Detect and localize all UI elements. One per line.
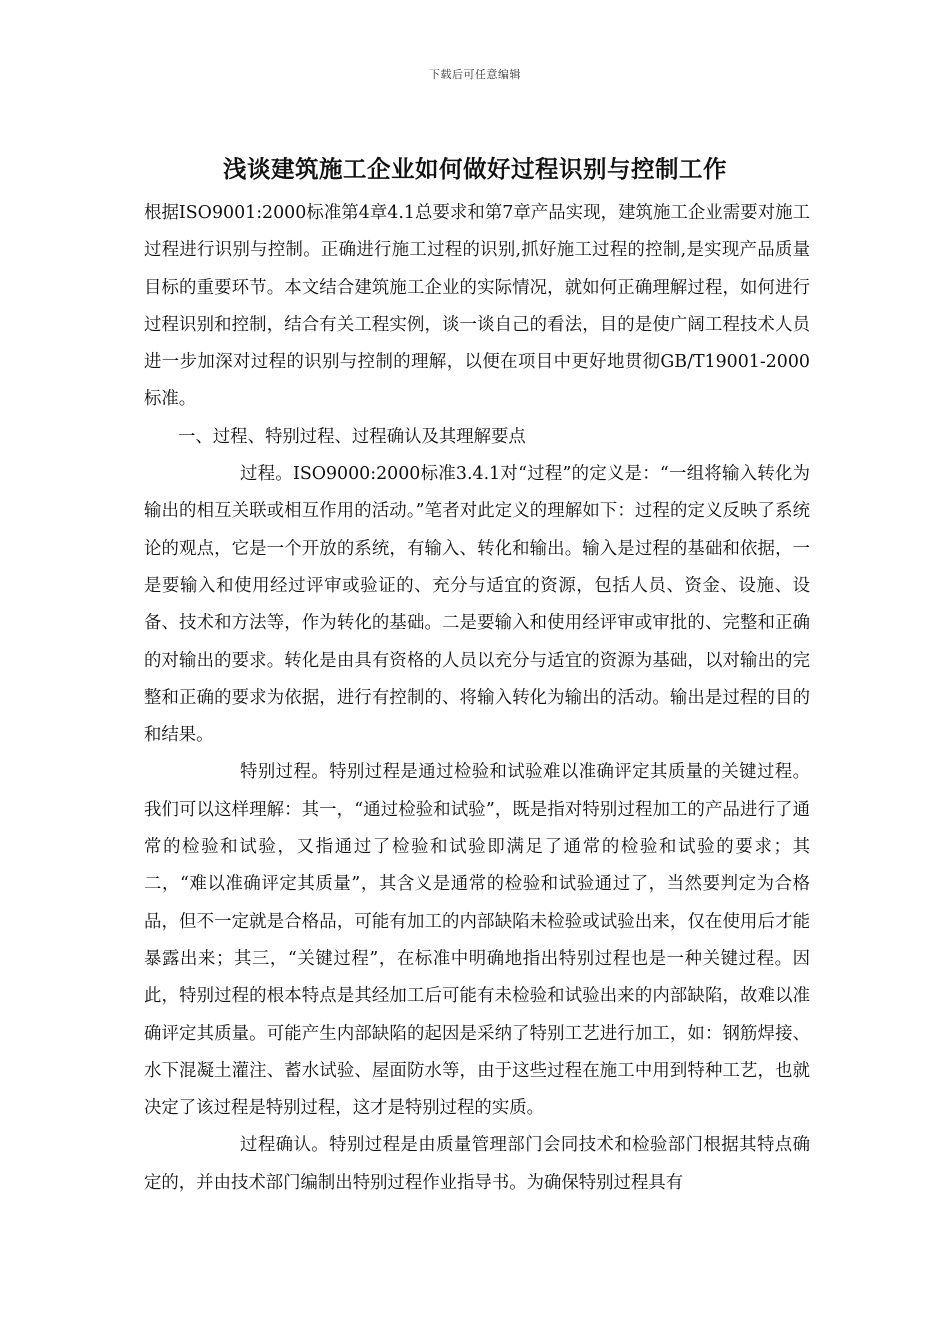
paragraph-process-validation: 过程确认。特别过程是由质量管理部门会同技术和检验部门根据其特点确定的，并由技术部门编制出特别过程作业指导书。为确保特别过程具有: [144, 1135, 810, 1193]
document-title: 浅谈建筑施工企业如何做好过程识别与控制工作: [223, 155, 727, 183]
document-body: [144, 195, 810, 1202]
paragraph-special-process: 特别过程。特别过程是通过检验和试验难以准确评定其质量的关键过程。我们可以这样理解：其一，“通过检验和试验”，既是指对特别过程加工的产品进行了通常的检验和试验，又指通过了检验和试验即满足了通常的检验和试验的要求；其二，“难以准确评定其质量”，其含义是通常的检验和试验通过了，当然要判定为合格品，但不一定就是合格品，可能有加工的内部缺陷未检验或试验出来，仅在使用后才能暴露出来；其三，“关键过程”，在标准中明确地指出特别过程也是一种关键过程。因此，特别过程的根本特点是其经加工后可能有未检验和试验出来的内部缺陷，故难以准确评定其质量。可能产生内部缺陷的起因是采纳了特别工艺进行加工，如：钢筋焊接、水下混凝土灌注、蓄水试验、屋面防水等，由于这些过程在施工中用到特种工艺，也就决定了该过程是特别过程，这才是特别过程的实质。: [144, 762, 810, 1119]
paragraph-process: 过程。ISO9000:2000标准3.4.1对“过程”的定义是：“一组将输入转化为输出的相互关联或相互作用的活动。”笔者对此定义的理解如下：过程的定义反映了系统论的观点，它是一个开放的系统，有输入、转化和输出。输入是过程的基础和依据，一是要输入和使用经过评审或验证的、充分与适宜的资源，包括人员、资金、设施、设备、技术和方法等，作为转化的基础。二是要输入和使用经评审或审批的、完整和正确的对输出的要求。转化是由具有资格的人员以充分与适宜的资源为基础，以对输出的完整和正确的要求为依据，进行有控制的、将输入转化为输出的活动。输出是过程的目的和结果。: [144, 464, 810, 746]
paragraph-intro: 根据ISO9001:2000标准第4章4.1总要求和第7章产品实现，建筑施工企业需要对施工过程进行识别与控制。正确进行施工过程的识别,抓好施工过程的控制,是实现产品质量目标的重要环节。本文结合建筑施工企业的实际情况，就如何正确理解过程，如何进行过程识别和控制，结合有关工程实例，谈一谈自己的看法，目的是使广阔工程技术人员进一步加深对过程的识别与控制的理解，以便在项目中更好地贯彻GB/T19001-2000标准。: [144, 203, 810, 410]
header-note: 下载后可任意编辑: [429, 68, 521, 81]
section-heading-1: 一、过程、特别过程、过程确认及其理解要点: [178, 426, 526, 447]
